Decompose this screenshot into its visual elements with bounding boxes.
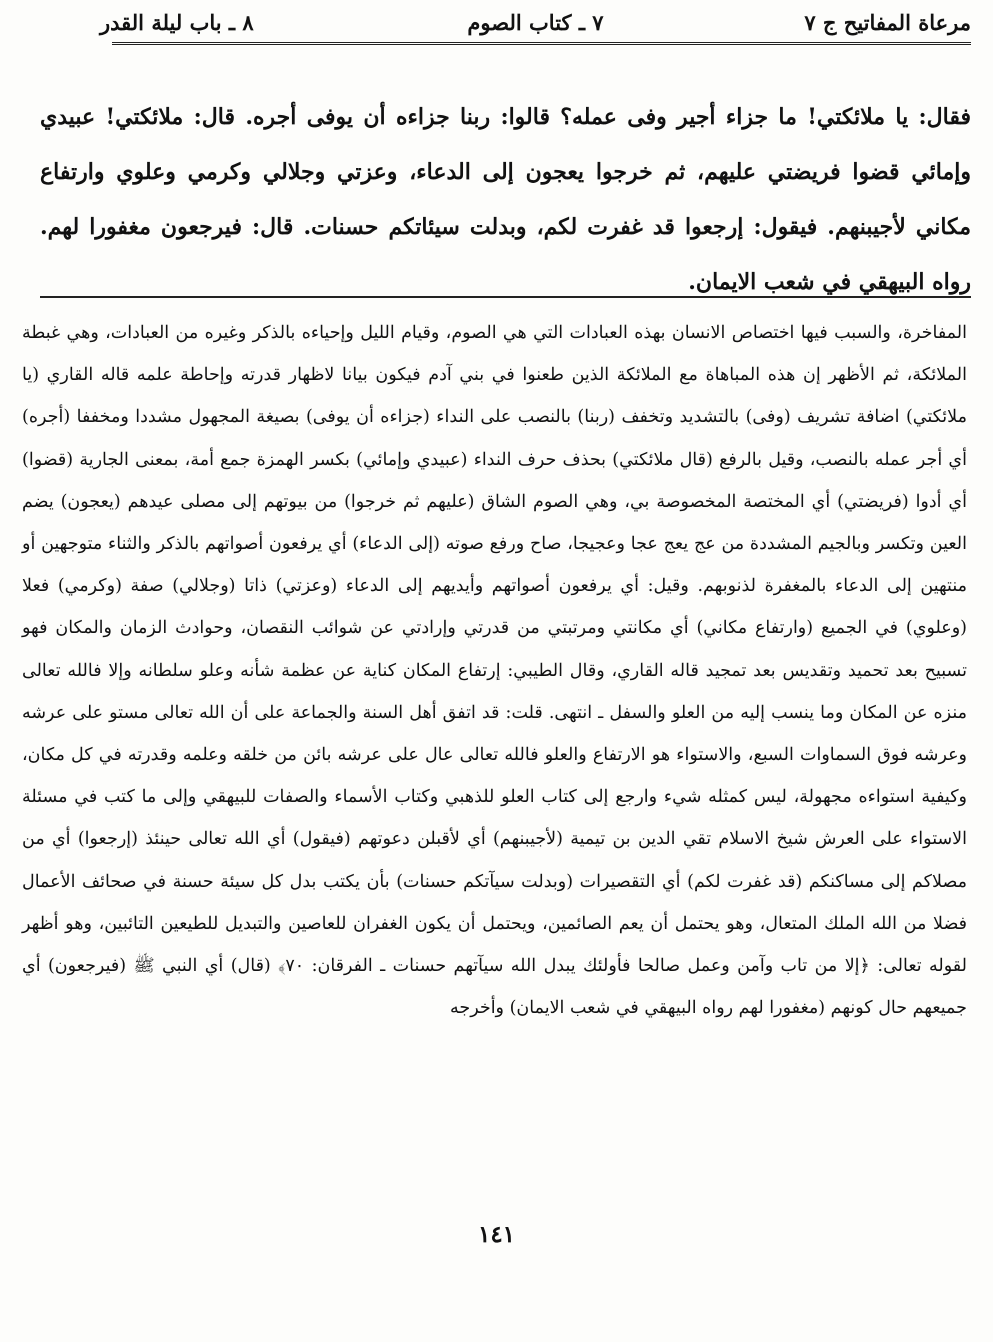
commentary-text: المفاخرة، والسبب فيها اختصاص الانسان بهذه العبادات التي هي الصوم، وقيام الليل وإحياءه بالذكر وغيره من العبادات، وهي غبطة الملائكة، ثم الأظهر إن هذه المباهاة مع الملائكة الذين طعنوا في بني آدم فيكون بيانا لاظهار قدرته وإحاطة علمه قاله القاري (يا ملائكتي) اضافة تشريف (وفى) بالتشديد وتخفف (ربنا) بالنصب على النداء (جزاءه أن يوفى) بصيغة المجهول مشددا ومخففا (أجره) أي أجر عمله بالنصب، وقيل بالرفع (قال ملائكتي) بحذف حرف النداء (عبيدي وإمائي) بكسر الهمزة جمع أمة، بمعنى الجارية (قضوا) أي أدوا (فريضتي) أي المختصة المخصوصة بي، وهي الصوم الشاق (عليهم ثم خرجوا) من بيوتهم إلى مصلى عيدهم (يعجون) يضم العين وتكسر وبالجيم المشددة من عج يعج عجا وعجيجا، صاح ورفع صوته (إلى الدعاء) أي يرفعون أصواتهم بالذكر والثناء متوجهين أو منتهين إلى الدعاء بالمغفرة لذنوبهم. وقيل: أي يرفعون أصواتهم وأيديهم إلى الدعاء (وعزتي) ذاتا (وجلالي) صفة (وكرمي) فعلا (وعلوي) في الجميع (وارتفاع مكاني) أي مكانتي ومرتبتي من قدرتي وإرادتي عن شوائب النقصان، وحوادث الزمان والمكان فهو تسبيح بعد تحميد وتقديس بعد تمجيد قاله القاري، وقال الطيبي: إرتفاع المكان كناية عن عظمة شأنه وعلو سلطانه وإلا فالله تعالى منزه عن المكان وما ينسب إليه من العلو والسفل ـ انتهى. قلت: قد اتفق أهل السنة والجماعة على أن الله تعالى مستو على عرشه وعرشه فوق السماوات السبع، والاستواء هو الارتفاع والعلو فالله تعالى عال على عرشه بائن من خلقه وعلمه وقدرته في كل مكان، وكيفية استواءه مجهولة، ليس كمثله شيء وارجع إلى كتاب العلو للذهبي وكتاب الأسماء والصفات للبيهقي وإلى ما كتب في مسئلة الاستواء على العرش شيخ الاسلام تقي الدين بن تيمية (لأجيبنهم) أي لأقبلن دعوتهم (فيقول) أي الله تعالى حينئذ (إرجعوا) أي من مصلاكم إلى مساكنكم (قد غفرت لكم) أي التقصيرات (وبدلت سيآتكم حسنات) بأن يكتب بدل كل سيئة حسنة في صحائف الأعمال فضلا من الله الملك المتعال، وهو يحتمل أن يعم الصائمين، ويحتمل أن يكون الغفران للعاصين والتبديل للطيعين التائبين، وهو أظهر لقوله تعالى: ﴿إلا من تاب وآمن وعمل صالحا فأولئك يبدل الله سيآتهم حسنات ـ الفرقان: ٧٠﴾ (قال) أي النبي ﷺ (فيرجعون) أي جميعهم حال كونهم (مغفورا لهم رواه البيهقي في شعب الايمان) وأخرجه [22,323,967,1019]
header-book-title: مرعاة المفاتيح ج ٧ [804,10,971,35]
header-chapter: ٧ ـ كتاب الصوم [467,10,604,35]
commentary-divider [40,296,971,298]
page-number: ١٤١ [477,1221,516,1248]
hadith-text: فقال: يا ملائكتي! ما جزاء أجير وفى عمله؟ قالوا: ربنا جزاءه أن يوفى أجره. قال: ملائكتي! عبيدي وإمائي قضوا فريضتي عليهم، ثم خرجوا يعجون إلى الدعاء، وعزتي وجلالي وكرمي وعلوي وارتفاع مكاني لأجيبنهم. فيقول: إرجعوا قد غفرت لكم، وبدلت سيئاتكم حسنات. قال: فيرجعون مغفورا لهم. رواه البيهقي في شعب الايمان. [40,104,971,295]
hadith-text-block [40,90,971,310]
header-divider [112,42,971,45]
commentary-block [22,312,967,1029]
header-section: ٨ ـ باب ليلة القدر [100,10,254,35]
running-header [100,6,971,40]
